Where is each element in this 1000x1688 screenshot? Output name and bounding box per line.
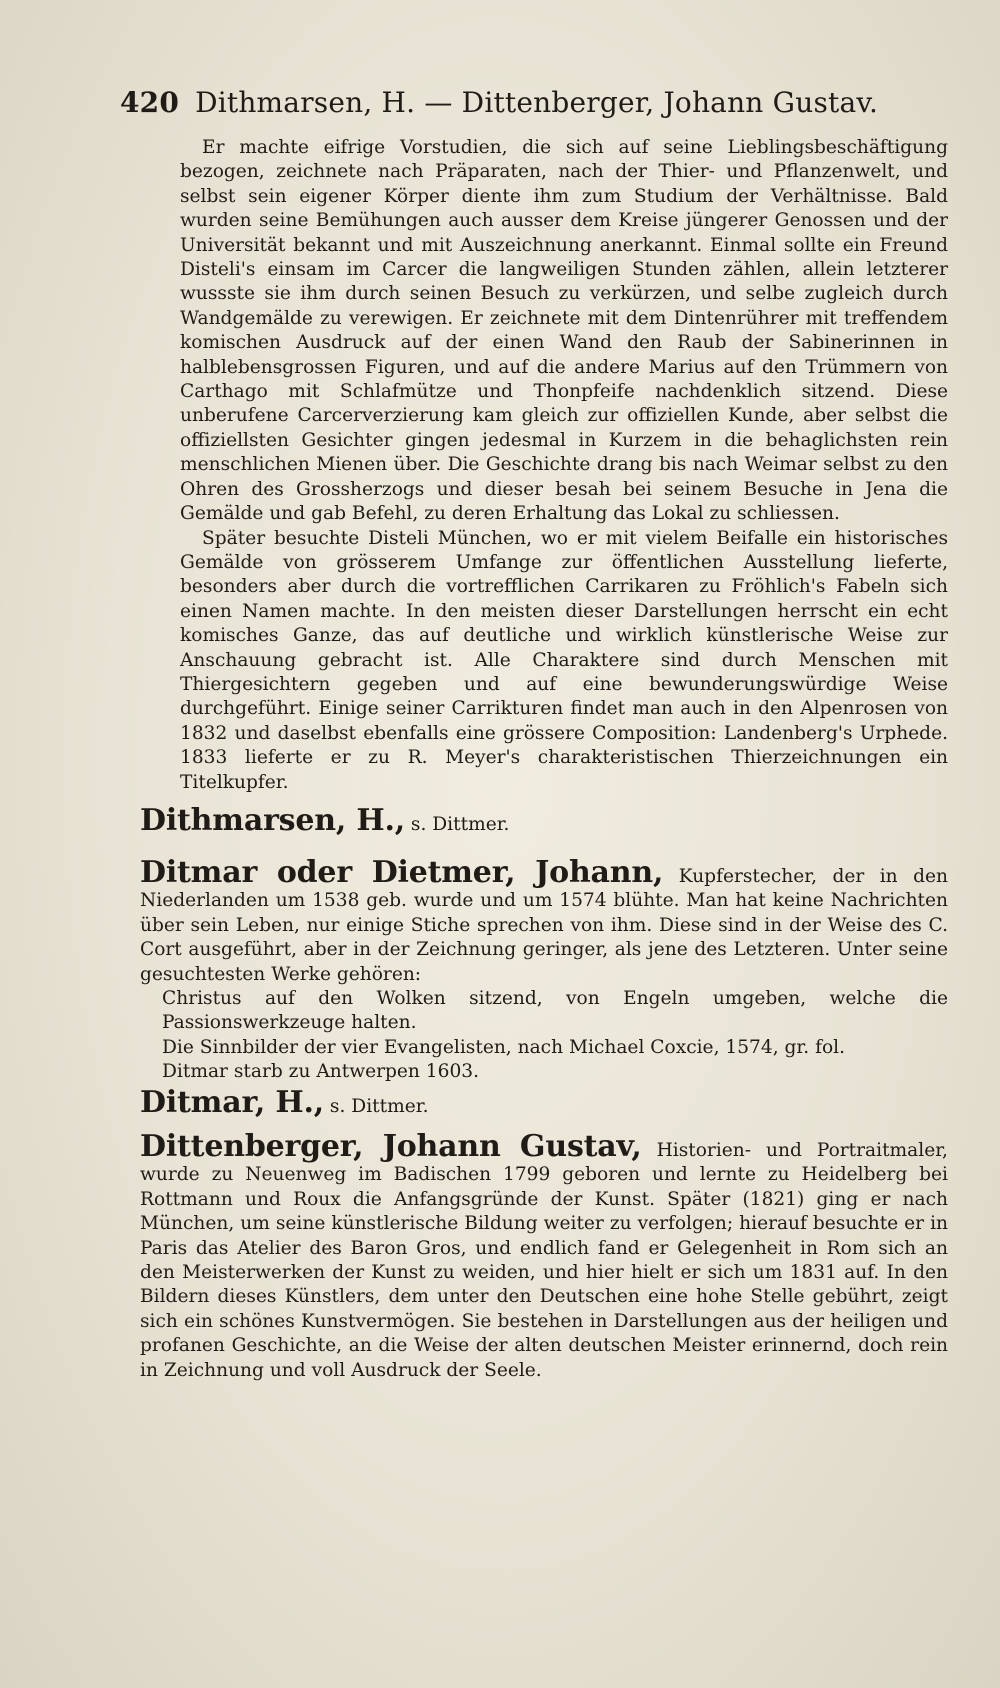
entry-dithmarsen-text: s. Dittmer. [410,813,510,835]
entry-ditmar-work-2: Die Sinnbilder der vier Evangelisten, nach Michael Coxcie, 1574, gr. fol. [162,1036,846,1058]
running-title: Dithmarsen, H. — Dittenberger, Johann Gustav. [195,86,879,119]
intro-paragraph-1: Er machte eifrige Vorstudien, die sich auf seine Lieblingsbeschäftigung bezogen, zeichnete nach Präparaten, nach der Thier- und Pflanzenwelt, und selbst sein eigener Körper diente ihm zum Studium der Verhältnisse. Bald wurden seine Bemühungen auch ausser dem Kreise jüngerer Genossen und der Universität bekannt und mit Auszeichnung anerkannt. Einmal sollte ein Freund Disteli's einsam im Carcer die langweiligen Stunden zählen, allein letzterer wussste sie ihm durch seinen Besuch zu verkürzen, und selbe zugleich durch Wandgemälde zu verewigen. Er zeichnete mit dem Dintenrührer mit treffendem komischen Ausdruck auf der einen Wand den Raub der Sabinerinnen in halblebensgrossen Figuren, und auf die andere Marius auf den Trümmern von Carthago mit Schlafmütze und Thonpfeife nachdenklich sitzend. Diese unberufene Carcerverzierung kam gleich zur offiziellen Kunde, aber selbst die offiziellsten Gesichter gingen jedesmal in Kurzem in die behaglichsten rein menschlichen Mienen über. Die Geschichte drang bis nach Weimar selbst zu den Ohren des Grossherzogs und dieser besah bei seinem Besuche in Jena die Gemälde und gab Befehl, zu deren Erhaltung das Lokal zu schliessen. [180,137,948,525]
intro-paragraph-2: Später besuchte Disteli München, wo er mit vielem Beifalle ein historisches Gemälde von grösserem Umfange zur öffentlichen Ausstellung lieferte, besonders aber durch die vortrefflichen Carrikaren zu Fröhlich's Fabeln sich einen Namen machte. In den meisten dieser Darstellungen herrscht ein echt komisches Ganze, das auf deutliche und wirklich künstlerische Weise zur Anschauung gebracht ist. Alle Charaktere sind durch Menschen mit Thiergesichtern gegeben und auf eine bewunderungswürdige Weise durchgeführt. Einige seiner Carrikturen findet man auch in den Alpenrosen von 1832 und daselbst ebenfalls eine grössere Composition: Landenberg's Urphede. 1833 lieferte er zu R. Meyer's charakteristischen Thierzeichnungen ein Titelkupfer. [180,527,948,793]
entry-dithmarsen-name: Dithmarsen, H., [140,802,405,838]
entry-dittenberger [140,1129,948,1383]
entry-ditmar-h-text: s. Dittmer. [329,1095,429,1117]
entry-dithmarsen [140,801,948,845]
entry-ditmar-h-name: Ditmar, H., [140,1084,324,1120]
entry-ditmar-dietmer-text: Kupferstecher, der in den Niederlanden um 1538 geb. wurde und um 1574 blühte. Man hat keine Nachrichten über sein Leben, nur einige Stiche sprechen von ihm. Diese sind in der Weise des C. Cort ausgeführt, aber in der Zeichnung geringer, als jene des Letzteren. Unter seine gesuchtesten Werke gehören: [140,865,948,985]
entry-ditmar-dietmer [140,854,948,1085]
entry-ditmar-dietmer-name: Ditmar oder Dietmer, Johann, [140,854,664,890]
entry-ditmar-h [140,1084,948,1120]
page-content [140,136,948,1383]
page-header [120,86,880,119]
entry-ditmar-death: Ditmar starb zu Antwerpen 1603. [162,1061,480,1083]
entry-ditmar-work-1: Christus auf den Wolken sitzend, von Engeln umgeben, welche die Passionswerkzeuge halten. [162,988,948,1034]
page-number: 420 [120,86,180,119]
entry-dittenberger-name: Dittenberger, Johann Gustav, [140,1129,642,1165]
entry-dittenberger-text: Historien- und Portraitmaler, wurde zu Neuenweg im Badischen 1799 geboren und lernte zu Heidelberg bei Rottmann und Roux die Anfangsgründe der Kunst. Später (1821) ging er nach München, um seine künstlerische Bildung weiter zu verfolgen; hierauf besuchte er in Paris das Atelier des Baron Gros, und endlich fand er Gelegenheit in Rom sich an den Meisterwerken der Kunst zu weiden, und hier hielt er sich um 1831 auf. In den Bildern dieses Künstlers, dem unter den Deutschen eine hohe Stelle gebührt, zeigt sich ein schönes Kunstvermögen. Sie bestehen in Darstellungen aus der heiligen und profanen Geschichte, an die Weise der alten deutschen Meister erinnernd, doch rein in Zeichnung und voll Ausdruck der Seele. [140,1140,948,1381]
